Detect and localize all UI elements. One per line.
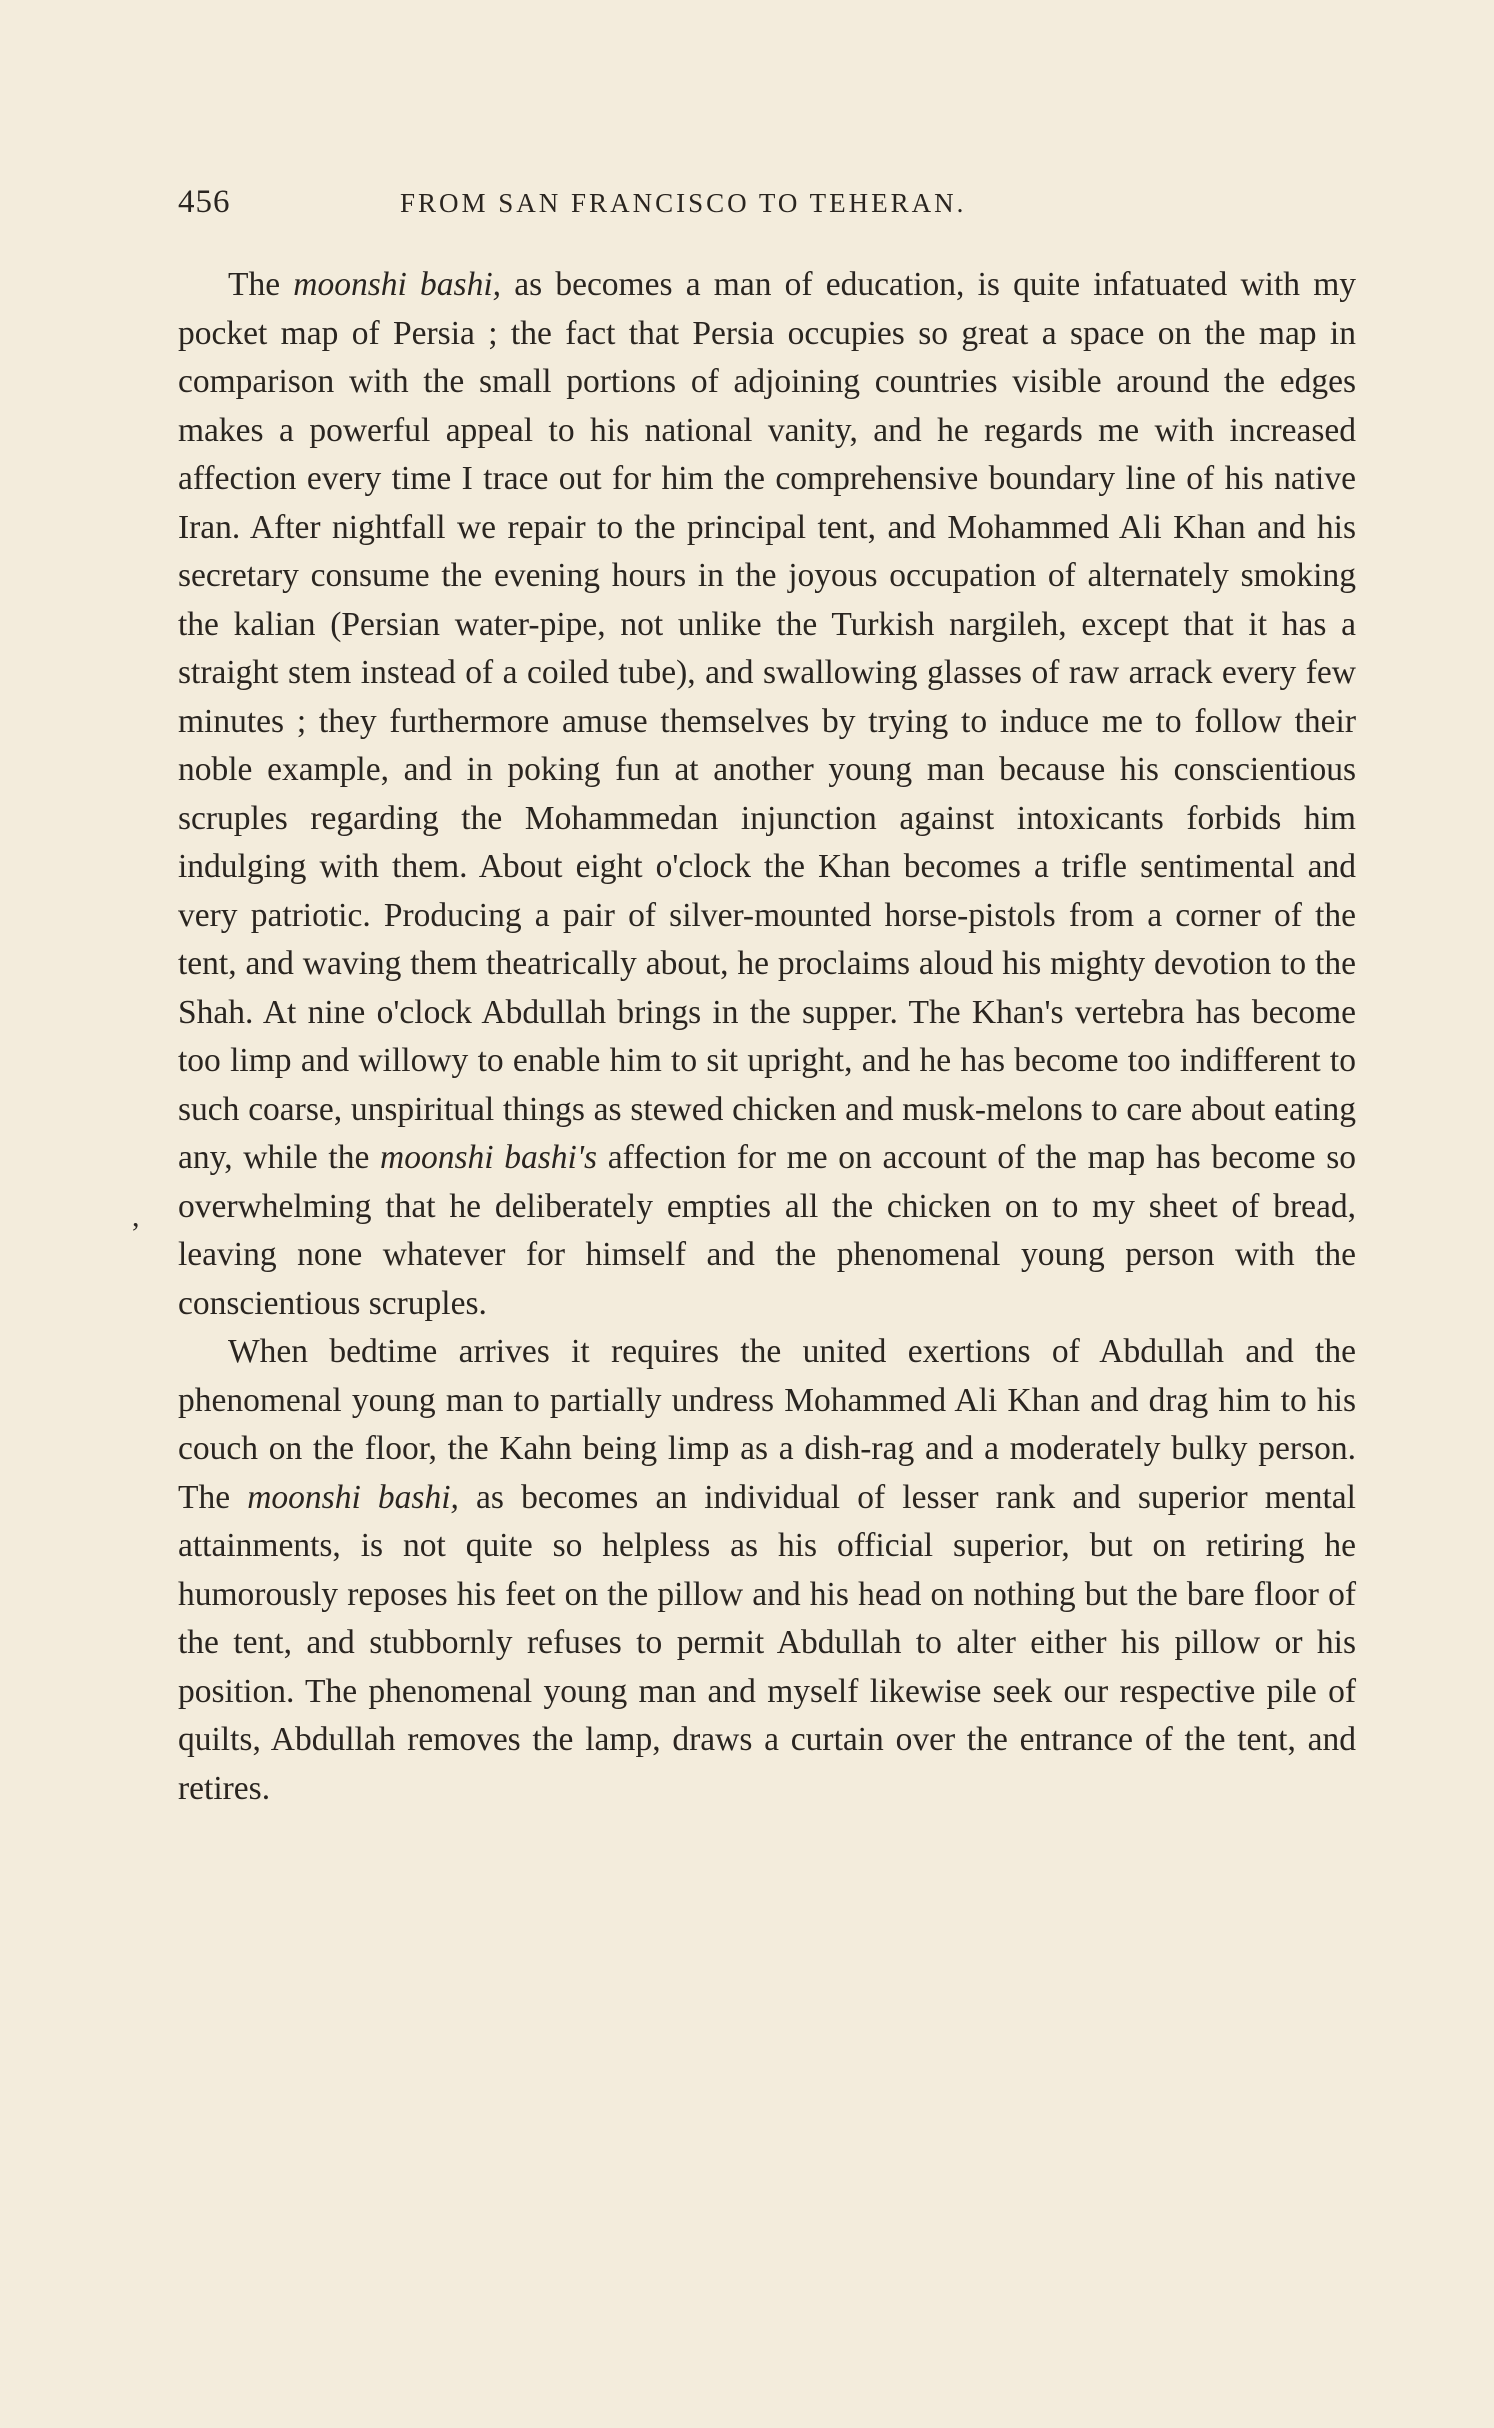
page-number: 456 xyxy=(178,184,231,220)
paragraph-1-text-b: as becomes a man of education, is quite infatuated with my pocket map of Persia ; the fact that Persia occupies so great a space on the map in comparison with the small portions of adjoining countries visible around the edges makes a powerful appeal to his national vanity, and he regards me with increased affection every time I trace out for him the comprehensive boundary line of his native Iran. After nightfall we repair to the principal tent, and Mohammed Ali Khan and his secretary consume the evening hours in the joyous occupation of alternately smoking the kalian (Persian water-pipe, not unlike the Turkish nargileh, except that it has a straight stem instead of a coiled tube), and swallowing glasses of raw arrack every few minutes ; they furthermore amuse themselves by trying to induce me to follow their noble example, and in poking fun at another young man because his conscientious scruples regarding the Mohammedan injunction against intoxicants forbids him indulging with them. About eight o'clock the Khan becomes a trifle sentimental and very patriotic. Producing a pair of silver-mounted horse-pistols from a corner of the tent, and waving them theatrically about, he proclaims aloud his mighty devotion to the Shah. At nine o'clock Abdullah brings in the supper. The Khan's vertebra has become too limp and willowy to enable him to sit upright, and he has become too indifferent to such coarse, unspiritual things as stewed chicken and musk-melons to care about eating any, while the xyxy=(178,266,1357,1176)
paragraph-2-text-b: as becomes an individual of lesser rank and superior mental attainments, is not quite so helpless as his official superior, but on retiring he humorously reposes his feet on the pillow and his head on nothing but the bare floor of the tent, and stubbornly refuses to permit Abdullah to alter either his pillow or his position. The phenomenal young man and myself likewise seek our respective pile of quilts, Abdullah removes the lamp, draws a curtain over the entrance of the tent, and retires. xyxy=(178,1478,1356,1807)
margin-mark: , xyxy=(132,1200,140,1233)
paragraph-1-italic-a: moonshi bashi, xyxy=(293,266,502,303)
paragraph-2 xyxy=(178,1328,1356,1813)
body-text xyxy=(178,261,1356,1813)
paragraph-1 xyxy=(178,261,1356,1328)
paragraph-1-text-a: The xyxy=(228,266,294,303)
page-header xyxy=(178,184,1358,228)
paragraph-1-italic-b: moonshi bashi's xyxy=(380,1139,598,1176)
paragraph-2-text-a: When bedtime arrives it requires the united exertions of Abdullah and the phenomenal young man to partially undress Mohammed Ali Khan and drag him to his couch on the floor, the Kahn being limp as a dish-rag and a moderately bulky person. The xyxy=(178,1333,1356,1516)
paragraph-2-italic-a: moonshi bashi, xyxy=(247,1478,459,1516)
running-title: FROM SAN FRANCISCO TO TEHERAN. xyxy=(400,188,967,218)
paragraph-1-text-c: affection for me on account of the map has become so overwhelming that he deliberately empties all the chicken on to my sheet of bread, leaving none whatever for himself and the phenomenal young person with the conscientious scruples. xyxy=(178,1139,1356,1322)
